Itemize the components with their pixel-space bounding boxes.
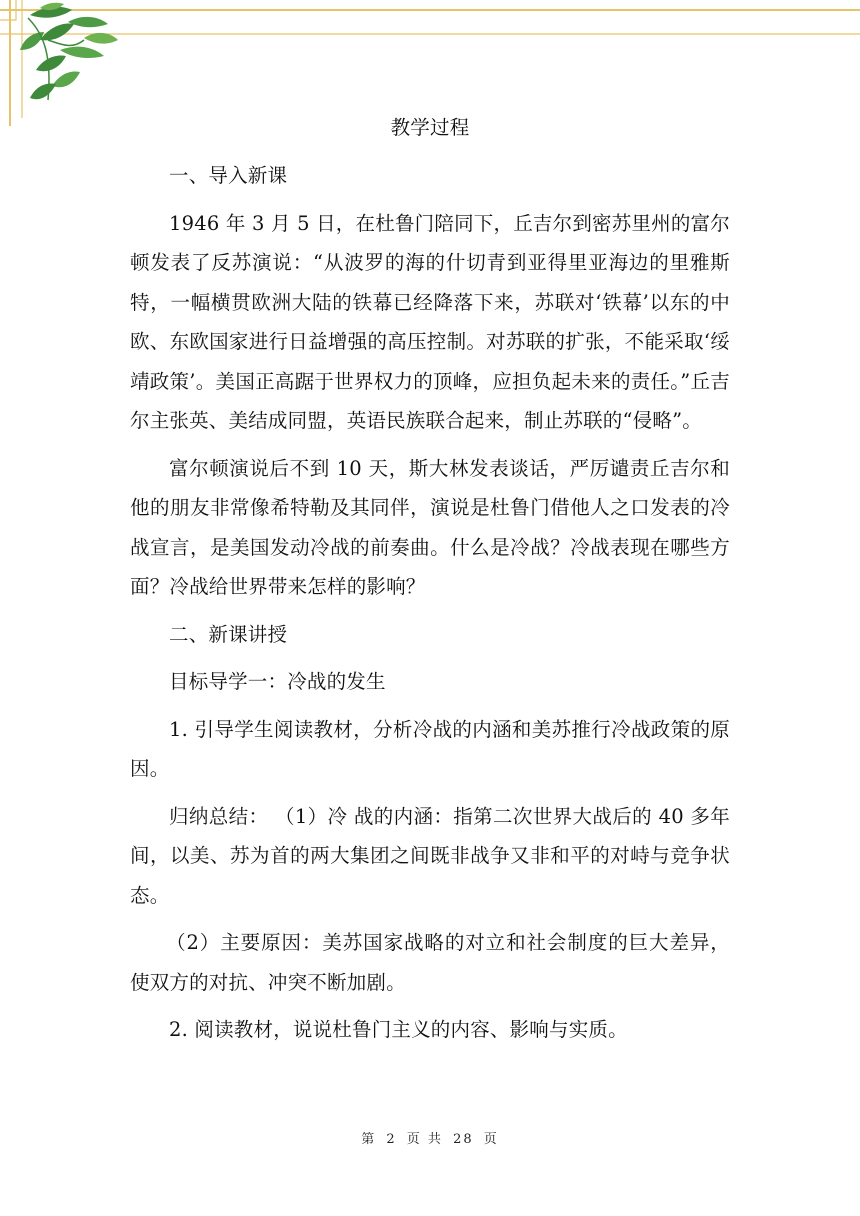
footer-suffix: 页 — [483, 1132, 499, 1147]
body-paragraph: 归纳总结： （1）冷 战的内涵：指第二次世界大战后的 40 多年间，以美、苏为首的两大集团之间既非战争又非和平的对峙与竞争状态。 — [130, 804, 730, 907]
document-body — [130, 108, 730, 1050]
body-paragraph: （2）主要原因：美苏国家战略的对立和社会制度的巨大差异，使双方的对抗、冲突不断加剧。 — [130, 931, 730, 994]
body-paragraph: 1. 引导学生阅读教材，分析冷战的内涵和美苏推行冷战政策的原因。 — [130, 717, 730, 780]
footer-current-page: 2 — [386, 1132, 397, 1147]
footer-middle: 页 共 — [406, 1132, 443, 1147]
goal-heading: 目标导学一：冷战的发生 — [169, 670, 386, 693]
page-footer — [0, 1128, 860, 1147]
page-title: 教学过程 — [390, 116, 470, 139]
footer-prefix: 第 — [361, 1132, 377, 1147]
section-heading-intro: 一、导入新课 — [169, 164, 288, 187]
section-heading-new-lesson: 二、新课讲授 — [169, 622, 288, 646]
footer-total-pages: 28 — [453, 1132, 474, 1147]
body-paragraph: 1946 年 3 月 5 日，在杜鲁门陪同下，丘吉尔到密苏里州的富尔顿发表了反苏演说：“从波罗的海的什切青到亚得里亚海边的里雅斯特，一幅横贯欧洲大陆的铁幕已经降落下来，苏联对‘铁幕’以东的中欧、东欧国家进行日益增强的高压控制。对苏联的扩张，不能采取‘绥靖政策’。美国正高踞于世界权力的顶峰，应担负起未来的责任。”丘吉尔主张英、美结成同盟，英语民族联合起来，制止苏联的“侵略”。 — [130, 211, 730, 432]
body-paragraph: 2. 阅读教材，说说杜鲁门主义的内容、影响与实质。 — [169, 1018, 628, 1041]
body-paragraph: 富尔顿演说后不到 10 天，斯大林发表谈话，严厉谴责丘吉尔和他的朋友非常像希特勒及其同伴，演说是杜鲁门借他人之口发表的冷战宣言，是美国发动冷战的前奏曲。什么是冷战？冷战表现在哪些方面？冷战给世界带来怎样的影响？ — [130, 456, 730, 598]
bamboo-leaves-icon — [20, 3, 118, 99]
